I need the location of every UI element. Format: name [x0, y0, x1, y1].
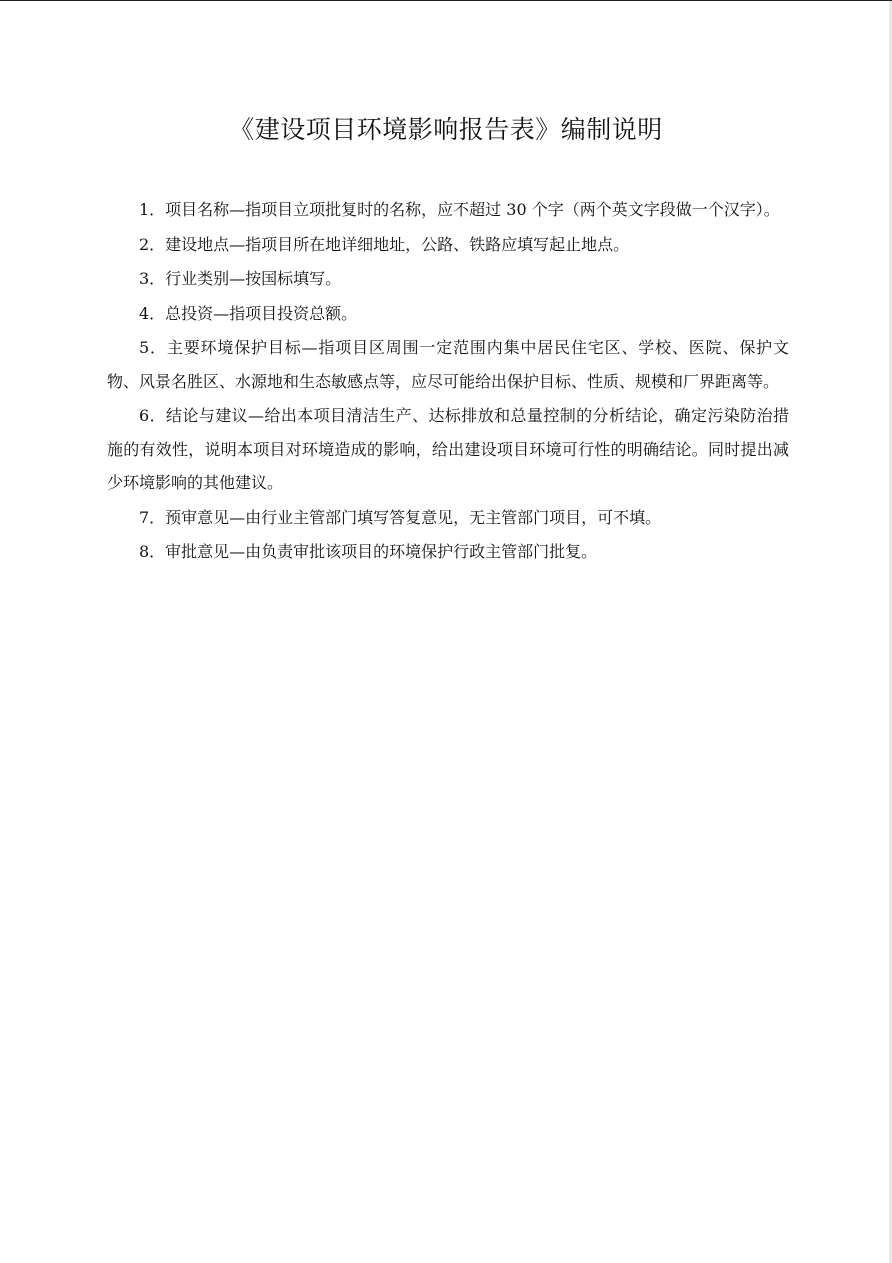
instruction-item-investment: 4．总投资—指项目投资总额。 [139, 303, 358, 323]
instructions-list [107, 193, 789, 570]
instruction-item-conclusions: 6．结论与建议—给出本项目清洁生产、达标排放和总量控制的分析结论，确定污染防治措施的有效性，说明本项目对环境造成的影响，给出建设项目环境可行性的明确结论。同时提出减少环境影响的其他建议。 [107, 406, 789, 492]
instruction-item-location: 2．建设地点—指项目所在地详细地址，公路、铁路应填写起止地点。 [139, 234, 630, 254]
instruction-item-protection-targets: 5．主要环境保护目标—指项目区周围一定范围内集中居民住宅区、学校、医院、保护文物、风景名胜区、水源地和生态敏感点等，应尽可能给出保护目标、性质、规模和厂界距离等。 [107, 338, 789, 391]
instruction-item-project-name: 1．项目名称—指项目立项批复时的名称，应不超过 30 个字（两个英文字段做一个汉字）。 [139, 200, 780, 219]
instruction-item-approval: 8．审批意见—由负责审批该项目的环境保护行政主管部门批复。 [139, 542, 598, 561]
instruction-item-industry: 3．行业类别—按国标填写。 [139, 269, 342, 288]
instruction-item-preliminary-review: 7．预审意见—由行业主管部门填写答复意见，无主管部门项目，可不填。 [139, 507, 662, 527]
document-title: 《建设项目环境影响报告表》编制说明 [229, 115, 663, 144]
